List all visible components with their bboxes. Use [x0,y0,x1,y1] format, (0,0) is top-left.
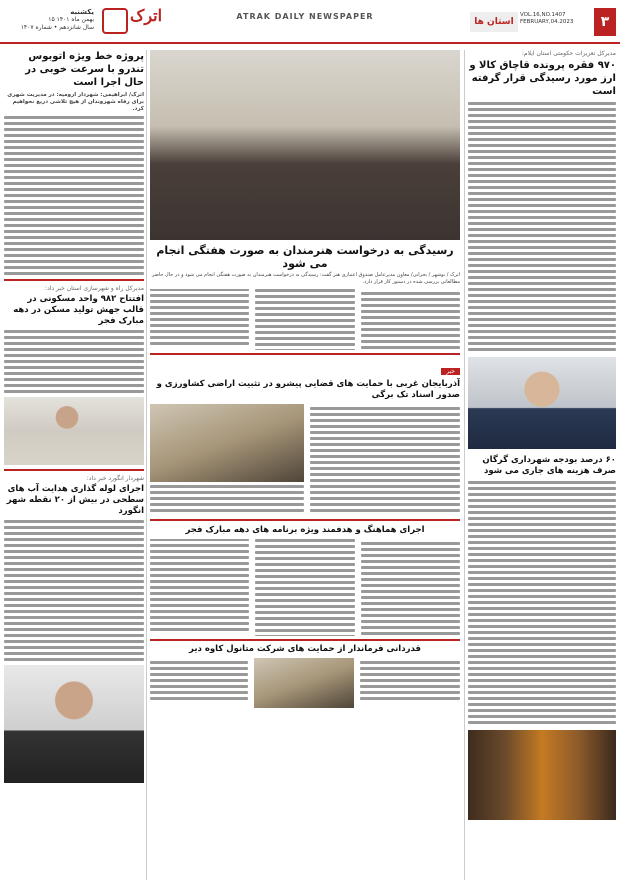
article-body [150,289,460,350]
left-column [4,50,144,885]
article-body [310,404,460,515]
article-photo [468,357,616,449]
article-kicker: شهردار انگورد خبر داد: [86,475,144,482]
article-kicker: مدیرکل راه و شهرسازی استان خبر داد: [45,285,144,292]
paper-name: ATRAK DAILY NEWSPAPER [236,12,374,21]
article-body [468,102,616,351]
article-photo [468,730,616,820]
logo-mark-icon [102,8,128,34]
issue-date [8,8,94,32]
center-column [150,50,460,885]
volume-info [520,12,590,26]
article-body [360,658,460,708]
photo-caption: اترک / بوشهر / بحرانی/ معاون مدیرعامل صندوق اعتباری هنر گفت: رسیدگی به درخواست هنرمندان به صورت هفتگی انجام می شود و در حال حاضر مطالعاتی بررسی شده در دستور کار قرار دارد. [151,272,460,285]
article-photo [150,404,304,482]
article-headline: آذربایجان غربی با حمایت های قضایی پیشرو در تثبیت اراضی کشاورزی و صدور اسناد تک برگی [156,379,460,400]
issue-day: یکشنبه [70,8,94,16]
section-divider [150,639,460,641]
section-title: استان ها [470,12,518,32]
paper-logo [96,2,163,38]
article-body [150,539,460,636]
news-tag: خبر [441,368,460,375]
english-date: FEBRUARY,04.2023 [520,19,574,25]
article-body [4,520,144,661]
article-headline: اجرای هماهنگ و هدفمند ویژه برنامه های دهه مبارک فجر [185,525,425,535]
volume-number: VOL.16,NO.1407 [520,12,566,18]
article-headline: قدردانی فرماندار از حمایت های شرکت متانول کاوه دیر [189,644,421,654]
section-divider [150,353,460,355]
article-photo [254,658,354,708]
issue-date-line: ۱۵ بهمن ماه ۱۴۰۱ [48,16,94,23]
article-photo [4,665,144,783]
article-body [4,330,144,393]
logo-text: اترک [130,6,163,25]
article-photo [150,50,460,240]
article-headline: ۶۰ درصد بودجه شهرداری گرگان صرف هزینه های جاری می شود [482,455,616,476]
issue-number: سال شانزدهم • شماره ۱۴۰۷ [20,24,94,31]
article-headline: رسیدگی به درخواست هنرمندان به صورت هفتگی انجام می شود [156,244,454,270]
right-column [468,50,616,885]
article-kicker: مدیرکل تعزیرات حکومتی استان ایلام: [521,50,616,57]
column-rule [464,50,465,880]
article-photo [4,397,144,465]
article-lead: اترک/ ابراهیمی: شهردار ارومیه: در مدیریت شهری برای رفاه شهروندان از هیچ تلاشی دریغ نخواهیم کرد. [7,92,144,112]
article-body [150,658,248,708]
section-divider [4,469,144,471]
section-divider [150,519,460,521]
article-body [4,116,144,275]
column-rule [146,50,147,880]
article-headline: پروژه خط ویژه اتوبوس تندرو با سرعت خوبی در حال اجرا است [25,51,144,88]
article-body [150,485,304,512]
article-body [468,481,616,724]
article-headline: افتتاح ۹۸۲ واحد مسکونی در قالب جهش تولید مسکن در دهه مبارک فجر [13,294,144,326]
masthead [0,0,620,44]
article-headline: ۹۷۰ فقره پرونده قاچاق کالا و ارز مورد رسیدگی قرار گرفته است [469,60,616,97]
article-headline: اجرای لوله گذاری هدایت آب های سطحی در بیش از ۲۰ نقطه شهر انگورد [6,484,144,516]
section-divider [4,279,144,281]
page-number: ۳ [594,8,616,36]
